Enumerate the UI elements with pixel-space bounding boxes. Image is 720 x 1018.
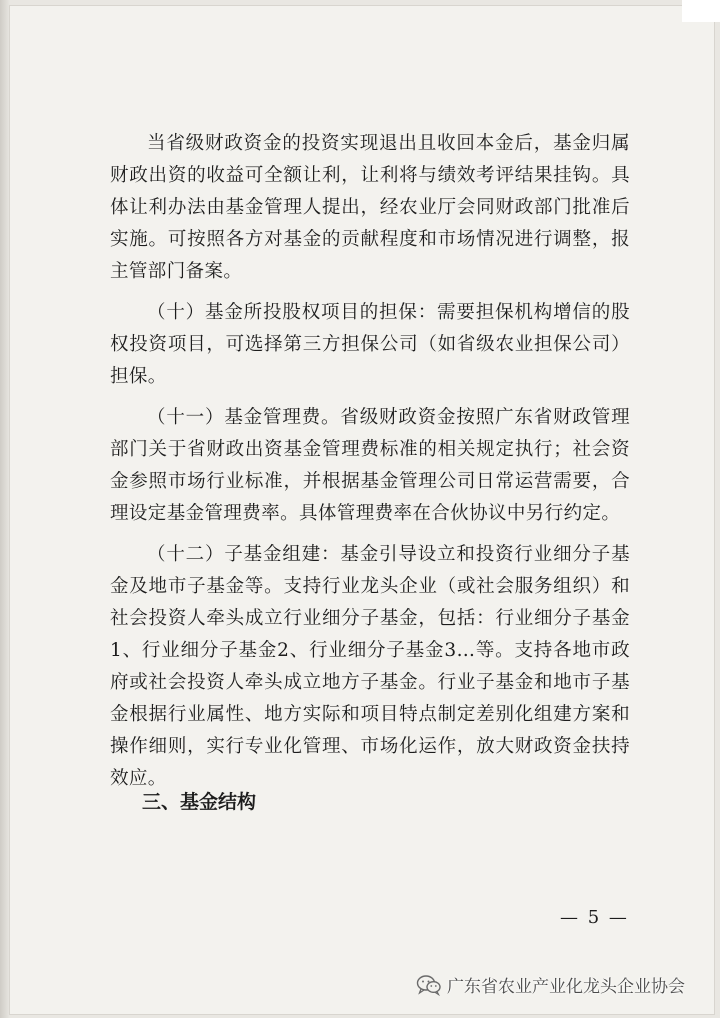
page-number: — 5 —: [560, 907, 629, 928]
watermark: [416, 972, 685, 997]
paragraph-sub-fund: （十二）子基金组建：基金引导设立和投资行业细分子基金及地市子基金等。支持行业龙头企业（或社会服务组织）和社会投资人牵头成立行业细分子基金，包括：行业细分子基金1、行业细分子基金2、行业细分子基金3…等。支持各地市政府或社会投资人牵头成立地方子基金。行业子基金和地市子基金根据行业属性、地方实际和项目特点制定差别化组建方案和操作细则，实行专业化管理、市场化运作，放大财政资金扶持效应。: [110, 544, 630, 789]
paragraph-management-fee: （十一）基金管理费。省级财政资金按照广东省财政管理部门关于省财政出资基金管理费标准的相关规定执行；社会资金参照市场行业标准，并根据基金管理公司日常运营需要，合理设定基金管理费率。具体管理费率在合伙协议中另行约定。: [110, 407, 630, 524]
wechat-icon: [416, 974, 442, 996]
paragraph-profit-sharing: 当省级财政资金的投资实现退出且收回本金后，基金归属财政出资的收益可全额让利，让利将与绩效考评结果挂钩。具体让利办法由基金管理人提出，经农业厅会同财政部门批准后实施。可按照各方对基金的贡献程度和市场情况进行调整，报主管部门备案。: [110, 133, 630, 282]
document-body: [110, 128, 630, 795]
scan-edge-shadow: [0, 0, 10, 1018]
paragraph-guarantee: （十）基金所投股权项目的担保：需要担保机构增信的股权投资项目，可选择第三方担保公司（如省级农业担保公司）担保。: [110, 302, 630, 387]
section-heading: 三、基金结构: [142, 791, 257, 813]
scan-corner: [682, 0, 720, 22]
watermark-text: 广东省农业产业化龙头企业协会: [447, 977, 685, 997]
